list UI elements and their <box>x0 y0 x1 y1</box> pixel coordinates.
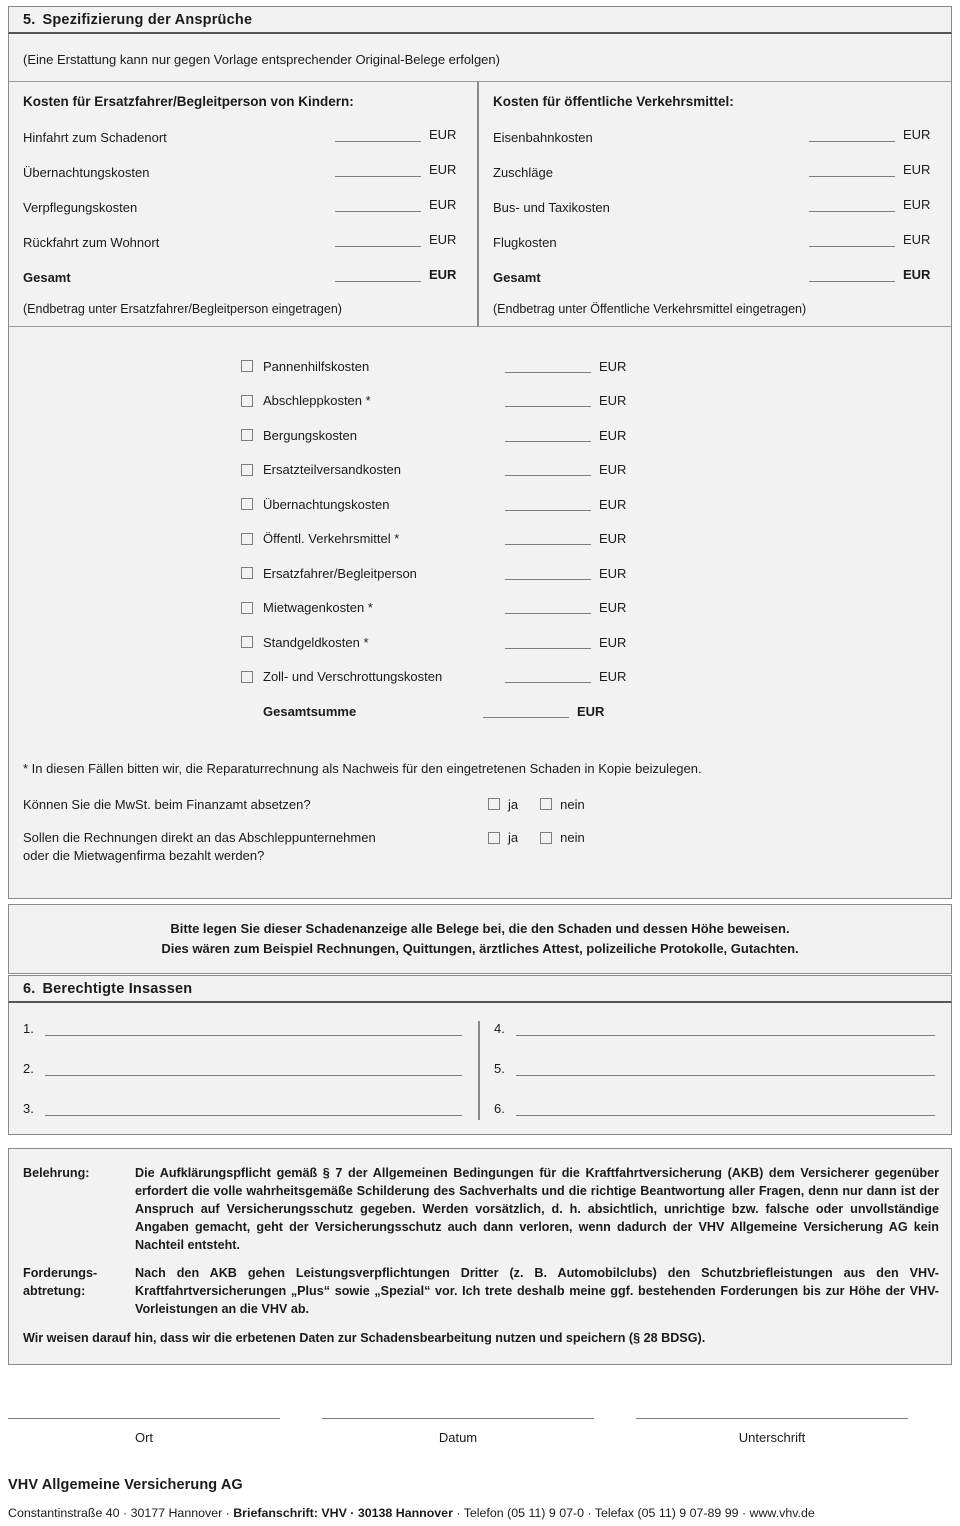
checkbox-direktzahlung-ja[interactable] <box>488 832 500 844</box>
signature-field-unterschrift <box>636 1418 950 1445</box>
amount-currency: EUR <box>599 427 627 443</box>
section-6-body <box>8 1003 952 1135</box>
cost-label: Zuschläge <box>493 165 553 180</box>
occupant-input[interactable] <box>516 1022 935 1036</box>
grand-total-row <box>9 694 951 729</box>
cost-total-input[interactable] <box>335 269 421 282</box>
legal-key-line2: abtretung: <box>23 1284 86 1299</box>
cost-row <box>493 232 937 250</box>
amount-input[interactable] <box>505 429 591 442</box>
checkbox-label: Pannenhilfskosten <box>263 358 370 374</box>
cost-input[interactable] <box>809 129 895 142</box>
option-label-nein: nein <box>560 830 585 846</box>
legal-row-belehrung <box>23 1165 939 1254</box>
signature-field-datum <box>322 1418 636 1445</box>
star-footnote: * In diesen Fällen bitten wir, die Reparaturrechnung als Nachweis für den eingetretenen Schaden in Kopie beizulegen. <box>23 760 702 776</box>
cost-label: Rückfahrt zum Wohnort <box>23 235 160 250</box>
cost-total-row <box>493 267 937 285</box>
occupant-row <box>23 1061 462 1076</box>
cost-currency: EUR <box>903 197 931 212</box>
section-5-note: (Eine Erstattung kann nur gegen Vorlage entsprechender Original-Belege erfolgen) <box>23 52 500 67</box>
checkbox-cost-row <box>9 418 951 453</box>
checkbox-mwst-nein[interactable] <box>540 798 552 810</box>
cost-row <box>493 197 937 215</box>
checkbox-label: Zoll- und Verschrottungskosten <box>263 669 443 685</box>
notice-line-2: Dies wären zum Beispiel Rechnungen, Quittungen, ärztliches Attest, polizeiliche Protokolle, Gutachten. <box>161 941 799 957</box>
option-label-nein: nein <box>560 796 585 812</box>
checkbox-ersatzfahrer-begleitperson[interactable] <box>241 567 253 579</box>
cost-currency: EUR <box>429 162 457 177</box>
right-column-title: Kosten für öffentliche Verkehrsmittel: <box>493 94 734 109</box>
cost-label: Bus- und Taxikosten <box>493 200 610 215</box>
checkbox-ersatzteilversandkosten[interactable] <box>241 464 253 476</box>
legal-key-forderungsabtretung <box>23 1265 135 1319</box>
checkbox-label: Bergungskosten <box>263 427 357 443</box>
questions-section <box>9 735 951 899</box>
cost-currency: EUR <box>429 127 457 142</box>
checkbox-cost-row <box>9 660 951 695</box>
checkbox-cost-row <box>9 349 951 384</box>
cost-input[interactable] <box>335 234 421 247</box>
checkbox-cost-row <box>9 487 951 522</box>
amount-currency: EUR <box>599 600 627 616</box>
checkbox-mwst-ja[interactable] <box>488 798 500 810</box>
legal-key-line1: Forderungs- <box>23 1266 98 1281</box>
cost-label: Hinfahrt zum Schadenort <box>23 130 167 145</box>
cost-columns <box>9 81 951 326</box>
cost-total-label: Gesamt <box>493 270 541 285</box>
cost-label: Flugkosten <box>493 235 557 250</box>
cost-currency: EUR <box>903 232 931 247</box>
footer-address <box>8 1493 958 1520</box>
legal-notice-block <box>8 1148 952 1365</box>
notice-line-1: Bitte legen Sie dieser Schadenanzeige alle Belege bei, die den Schaden und dessen Höhe beweisen. <box>170 921 790 936</box>
occupant-input[interactable] <box>45 1062 462 1076</box>
cost-input[interactable] <box>809 234 895 247</box>
occupant-input[interactable] <box>516 1062 935 1076</box>
checkbox-cost-row <box>9 556 951 591</box>
cost-currency: EUR <box>903 162 931 177</box>
cost-input[interactable] <box>809 164 895 177</box>
checkbox-bergungskosten[interactable] <box>241 429 253 441</box>
cost-input[interactable] <box>335 129 421 142</box>
checkbox-cost-row <box>9 384 951 419</box>
section-5 <box>8 6 952 899</box>
checkbox-cost-row <box>9 625 951 660</box>
grand-total-currency: EUR <box>577 703 605 719</box>
option-label-ja: ja <box>508 796 519 812</box>
amount-input[interactable] <box>505 360 591 373</box>
checkbox-standgeldkosten[interactable] <box>241 636 253 648</box>
question-row-mwst <box>23 796 951 814</box>
cost-total-currency: EUR <box>903 267 931 282</box>
page-footer <box>8 1477 958 1520</box>
checkbox-uebernachtungskosten[interactable] <box>241 498 253 510</box>
checkbox-pannenhilfskosten[interactable] <box>241 360 253 372</box>
occupant-row <box>494 1101 935 1116</box>
amount-input[interactable] <box>505 636 591 649</box>
question-row-direktzahlung <box>23 829 951 864</box>
section-6-number: 6. <box>23 981 36 997</box>
cost-row <box>493 127 937 145</box>
signature-caption-ort: Ort <box>134 1430 154 1445</box>
amount-input[interactable] <box>505 670 591 683</box>
checkbox-label: Ersatzfahrer/Begleitperson <box>263 565 417 581</box>
occupant-number: 2. <box>23 1061 34 1076</box>
cost-currency: EUR <box>429 232 457 247</box>
checkbox-cost-list <box>9 326 951 735</box>
occupant-input[interactable] <box>516 1102 935 1116</box>
amount-currency: EUR <box>599 358 627 374</box>
occupants-column-right <box>480 1021 951 1120</box>
checkbox-abschleppkosten[interactable] <box>241 395 253 407</box>
signature-caption-unterschrift: Unterschrift <box>738 1430 806 1445</box>
section-6-title: Berechtigte Insassen <box>42 981 193 997</box>
legal-row-forderungsabtretung <box>23 1265 939 1319</box>
occupant-row <box>23 1021 462 1036</box>
checkbox-direktzahlung-nein[interactable] <box>540 832 552 844</box>
occupants-column-left <box>9 1021 480 1120</box>
footer-address-part2: · Telefon (05 11) 9 07-0 · Telefax (05 11) 9 07-89 99 · www.vhv.de <box>452 1506 815 1520</box>
occupant-row <box>494 1021 935 1036</box>
cost-currency: EUR <box>429 197 457 212</box>
occupant-number: 4. <box>494 1021 505 1036</box>
grand-total-label: Gesamtsumme <box>263 703 357 719</box>
right-column-footnote: (Endbetrag unter Öffentliche Verkehrsmittel eingetragen) <box>493 302 807 316</box>
amount-input[interactable] <box>505 601 591 614</box>
cost-row <box>23 197 463 215</box>
occupant-input[interactable] <box>45 1022 462 1036</box>
cost-label: Übernachtungskosten <box>23 165 150 180</box>
checkbox-label: Übernachtungskosten <box>263 496 390 512</box>
section-5-title: Spezifizierung der Ansprüche <box>42 12 253 28</box>
checkbox-label: Abschleppkosten * <box>263 393 371 409</box>
cost-row <box>23 232 463 250</box>
legal-text-belehrung: Die Aufklärungspflicht gemäß § 7 der Allgemeinen Bedingungen für die Kraftfahrtversicherung (AKB) dem Versicherer gegenüber erfordert die volle wahrheitsgemäße Schilderung des Sachverhalts und die richtige Beantwortung aller Fragen, denn nur dann ist der Anspruch auf Versicherungsschutz gegeben. Werden vorsätzlich, d. h. absichtlich, unrichtige bzw. falsche oder unvollständige Angaben gemacht, geht der Versicherungsschutz auch dann verloren, wenn dadurch der VHV Allgemeine Versicherung AG kein Nachteil entsteht. <box>135 1166 939 1252</box>
left-column-title: Kosten für Ersatzfahrer/Begleitperson von Kindern: <box>23 94 354 109</box>
cost-total-input[interactable] <box>809 269 895 282</box>
left-column-footnote: (Endbetrag unter Ersatzfahrer/Begleitperson eingetragen) <box>23 302 342 316</box>
legal-text-datenschutz: Wir weisen darauf hin, dass wir die erbetenen Daten zur Schadensbearbeitung nutzen und speichern (§ 28 BDSG). <box>23 1331 706 1345</box>
checkbox-label: Mietwagenkosten * <box>263 600 373 616</box>
amount-currency: EUR <box>599 634 627 650</box>
cost-label: Verpflegungskosten <box>23 200 138 215</box>
occupant-row <box>494 1061 935 1076</box>
footer-address-part1: Constantinstraße 40 · 30177 Hannover · <box>8 1506 234 1520</box>
question-text-line2: oder die Mietwagenfirma bezahlt werden? <box>23 847 265 863</box>
checkbox-cost-row <box>9 453 951 488</box>
amount-currency: EUR <box>599 496 627 512</box>
cost-row <box>493 162 937 180</box>
section-6-header <box>8 975 952 1003</box>
occupant-row <box>23 1101 462 1116</box>
cost-column-oeffentliche-verkehrsmittel <box>479 82 951 326</box>
signature-caption-datum: Datum <box>438 1430 478 1445</box>
signature-row <box>8 1418 952 1445</box>
checkbox-oeffentl-verkehrsmittel[interactable] <box>241 533 253 545</box>
legal-text-forderungsabtretung: Nach den AKB gehen Leistungsverpflichtungen Dritter (z. B. Automobilclubs) den Schutzbriefleistungen aus den VHV-Kraftfahrtversicherungen „Plus“ sowie „Spezial“ vor. Ich trete deshalb meine ggf. bestehenden Forderungen bis zur Höhe der VHV-Vorleistungen an die VHV ab. <box>135 1266 939 1317</box>
checkbox-zoll-verschrottungskosten[interactable] <box>241 671 253 683</box>
amount-input[interactable] <box>505 498 591 511</box>
section-6 <box>8 975 952 1135</box>
question-text: Können Sie die MwSt. beim Finanzamt absetzen? <box>23 796 311 812</box>
cost-label: Eisenbahnkosten <box>493 130 593 145</box>
amount-input[interactable] <box>505 567 591 580</box>
cost-row <box>23 127 463 145</box>
cost-total-row <box>23 267 463 285</box>
amount-input[interactable] <box>505 394 591 407</box>
footer-company-name: VHV Allgemeine Versicherung AG <box>8 1477 243 1493</box>
amount-currency: EUR <box>599 565 627 581</box>
occupant-number: 3. <box>23 1101 34 1116</box>
cost-currency: EUR <box>903 127 931 142</box>
legal-key-belehrung: Belehrung: <box>23 1166 90 1180</box>
cost-row <box>23 162 463 180</box>
cost-input[interactable] <box>335 199 421 212</box>
signature-field-ort <box>8 1418 322 1445</box>
question-text-line1: Sollen die Rechnungen direkt an das Abschleppunternehmen <box>23 830 376 846</box>
cost-total-label: Gesamt <box>23 270 71 285</box>
occupant-input[interactable] <box>45 1102 462 1116</box>
documents-notice-box <box>8 904 952 974</box>
section-5-number: 5. <box>23 12 36 28</box>
checkbox-label: Standgeldkosten * <box>263 634 369 650</box>
amount-currency: EUR <box>599 531 627 547</box>
checkbox-label: Ersatzteilversandkosten <box>263 462 402 478</box>
amount-currency: EUR <box>599 393 627 409</box>
occupant-number: 1. <box>23 1021 34 1036</box>
cost-total-currency: EUR <box>429 267 457 282</box>
amount-input[interactable] <box>505 532 591 545</box>
cost-input[interactable] <box>809 199 895 212</box>
occupant-number: 6. <box>494 1101 505 1116</box>
section-5-header <box>8 6 952 34</box>
amount-input[interactable] <box>505 463 591 476</box>
legal-row-datenschutz <box>23 1330 939 1348</box>
amount-currency: EUR <box>599 669 627 685</box>
checkbox-cost-row <box>9 591 951 626</box>
checkbox-cost-row <box>9 522 951 557</box>
cost-input[interactable] <box>335 164 421 177</box>
grand-total-input[interactable] <box>483 705 569 718</box>
checkbox-label: Öffentl. Verkehrsmittel * <box>263 531 400 547</box>
footer-address-bold: Briefanschrift: VHV · 30138 Hannover <box>233 1506 453 1520</box>
checkbox-mietwagenkosten[interactable] <box>241 602 253 614</box>
section-5-body <box>8 34 952 899</box>
cost-column-ersatzfahrer <box>9 82 479 326</box>
amount-currency: EUR <box>599 462 627 478</box>
option-label-ja: ja <box>508 830 519 846</box>
occupant-number: 5. <box>494 1061 505 1076</box>
